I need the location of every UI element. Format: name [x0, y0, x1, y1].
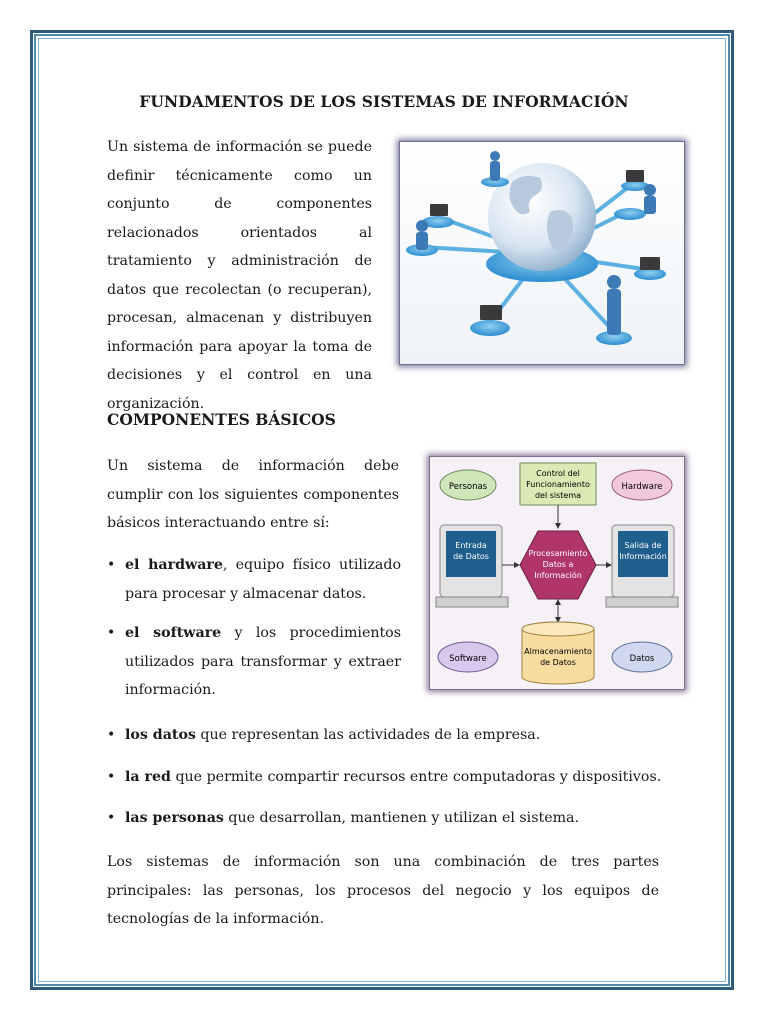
control-label-3: del sistema — [534, 491, 582, 500]
processing-label-1: Procesamiento — [528, 549, 588, 558]
processing-label-3: Información — [534, 571, 582, 580]
list-item-text: que desarrollan, mantienen y utilizan el sistema. — [223, 810, 580, 826]
list-item-bold: los datos — [125, 727, 196, 743]
list-item-bold: las personas — [125, 810, 224, 826]
storage-label-2: de Datos — [540, 658, 576, 667]
control-label-1: Control del — [536, 469, 580, 478]
bullet-dot: • — [107, 727, 116, 743]
output-label-1: Salida de — [624, 541, 662, 550]
list-item-bold: el software — [125, 625, 222, 641]
section-title: COMPONENTES BÁSICOS — [107, 410, 336, 429]
closing-paragraph: Los sistemas de información son una combinación de tres partes principales: las personas, los procesos del negocio y los equipos de tecnologías de la información. — [107, 854, 659, 927]
list-item — [107, 763, 707, 792]
arrow-head-control — [555, 523, 561, 529]
component-list-bottom — [107, 721, 707, 846]
list-item-text: que permite compartir recursos entre computadoras y dispositivos. — [170, 768, 662, 785]
list-item-text: y los procedimientos utilizados para transformar y extraer información. — [125, 625, 401, 698]
list-item — [107, 721, 707, 750]
bullet-dot: • — [107, 557, 116, 573]
datos-label: Datos — [629, 654, 655, 664]
hardware-label: Hardware — [621, 482, 663, 492]
bullet-dot: • — [107, 810, 116, 826]
personas-label: Personas — [448, 482, 488, 492]
output-keyboard — [606, 597, 678, 607]
intro-paragraph: Un sistema de información se puede definir técnicamente como un conjunto de componentes relacionados orientados al tratamiento y administración de datos que recolectan (o recuperan), procesan, almacenan y distribuyen información para apoyar la toma de decisiones y el control en una organización. — [107, 139, 372, 412]
network-globe-image — [400, 142, 684, 364]
storage-label-1: Almacenamiento — [524, 647, 592, 656]
software-label: Software — [449, 654, 487, 664]
list-item-text: , equipo físico utilizado para procesar y almacenar datos. — [125, 557, 402, 602]
component-list-top — [107, 551, 401, 716]
page-title: FUNDAMENTOS DE LOS SISTEMAS DE INFORMACIÓN — [139, 92, 629, 111]
list-item-bold: la red — [125, 768, 171, 785]
list-item-bold: el hardware — [125, 557, 223, 573]
bullet-dot: • — [107, 625, 116, 641]
input-keyboard — [436, 597, 508, 607]
components-diagram — [430, 457, 684, 689]
bullet-dot: • — [107, 768, 116, 785]
input-label-2: de Datos — [453, 552, 489, 561]
list-item — [107, 804, 707, 833]
output-label-2: Información — [619, 552, 667, 561]
list-item — [107, 619, 401, 705]
input-label-1: Entrada — [455, 541, 487, 550]
list-item — [107, 551, 401, 608]
storage-cylinder-top — [522, 622, 594, 636]
processing-label-2: Datos a — [542, 560, 574, 569]
components-intro: Un sistema de información debe cumplir con los siguientes componentes básicos interactuando entre sí: — [107, 458, 399, 531]
list-item-text: que representan las actividades de la empresa. — [195, 727, 541, 743]
control-label-2: Funcionamiento — [526, 480, 590, 489]
arrow-head-output — [606, 562, 612, 568]
arrow-head-storage-up — [555, 599, 561, 605]
arrow-head-input — [514, 562, 520, 568]
